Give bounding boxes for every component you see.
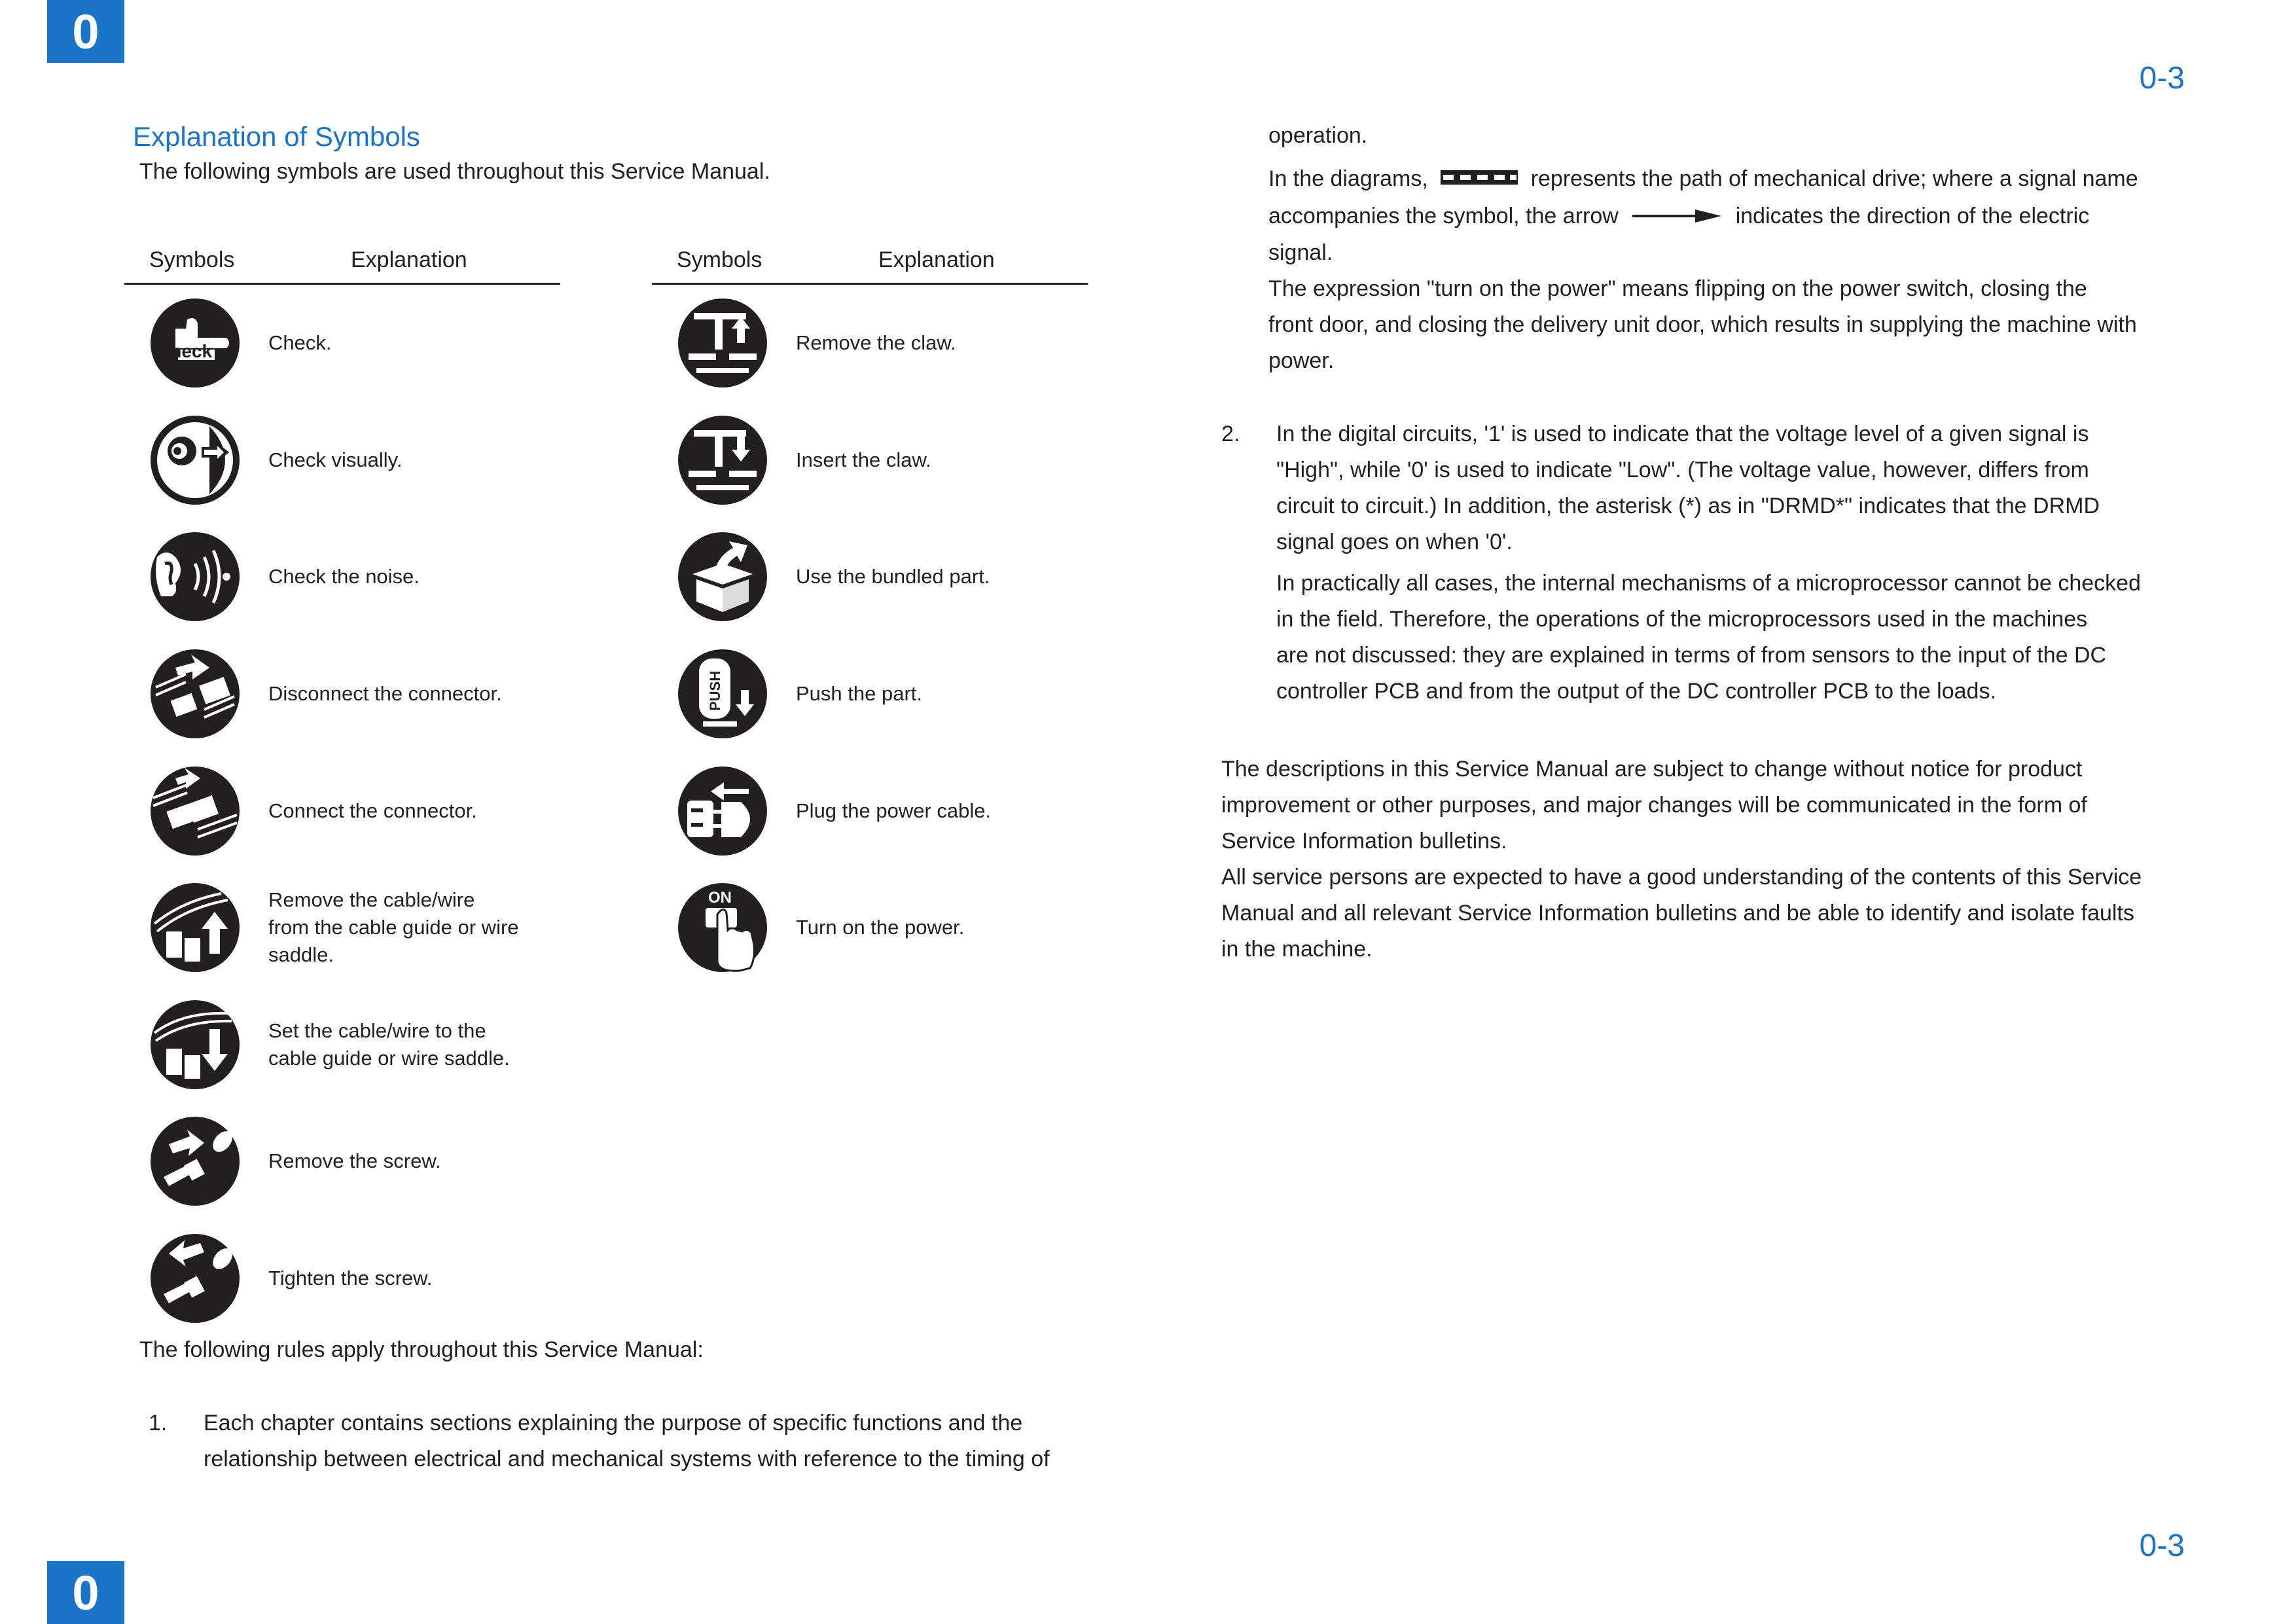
rule1-p2a: In the diagrams, (1268, 166, 1428, 191)
closing-line4: All service persons are expected to have a good understanding of the contents of this Service (1221, 865, 2142, 890)
section-title: Explanation of Symbols (133, 121, 420, 152)
closing-paragraph (1221, 751, 2203, 967)
rule1-p2d: indicates the direction of the electric (1735, 203, 2090, 228)
symbol-explanation: Set the cable/wire to the cable guide or wire saddle. (268, 1019, 510, 1070)
rule2-p2-line1: In practically all cases, the internal mechanisms of a microprocessor cannot be checked (1276, 571, 2141, 596)
insert-claw-icon (677, 414, 768, 506)
rules-intro: The following rules apply throughout this Service Manual: (139, 1337, 704, 1362)
symbol-explanation: Push the part. (796, 682, 923, 706)
intro-text: The following symbols are used throughout this Service Manual. (139, 159, 770, 184)
rule2-p2-line2: in the field. Therefore, the operations of the microprocessors used in the machines (1276, 607, 2088, 632)
rule2-line4: signal goes on when '0'. (1276, 530, 1513, 554)
closing-line1: The descriptions in this Service Manual are subject to change without notice for product (1221, 757, 2083, 782)
list-number: 2. (1221, 422, 1240, 446)
plug-power-icon (677, 765, 768, 857)
rule1-p3-line3: power. (1268, 348, 1335, 374)
symbol-row (124, 1220, 560, 1337)
symbol-explanation: Check visually. (268, 448, 403, 471)
symbol-row (124, 636, 560, 753)
rule2-p2-line4: controller PCB and from the output of the DC controller PCB to the loads. (1276, 679, 1996, 704)
tighten-screw-icon (149, 1233, 241, 1324)
closing-line6: in the machine. (1221, 937, 1372, 962)
rule1-diagram-paragraph (1268, 161, 2198, 379)
symbol-explanation: Check the noise. (268, 565, 420, 588)
list-number: 1. (149, 1411, 168, 1435)
eye-icon (149, 414, 241, 506)
table-header (652, 244, 1088, 285)
remove-screw-icon (149, 1115, 241, 1207)
bundled-part-icon (677, 531, 768, 623)
set-cable-icon (149, 999, 241, 1091)
rule1-line1: Each chapter contains sections explaining the purpose of specific functions and the (204, 1411, 1023, 1435)
check-icon-label: Check (157, 341, 213, 362)
symbol-row (652, 518, 1088, 636)
rule2-line1: In the digital circuits, '1' is used to indicate that the voltage level of a given signal is (1276, 422, 2089, 446)
chapter-tab[interactable]: 0 (47, 0, 124, 63)
rule1-p2c: accompanies the symbol, the arrow (1268, 203, 1619, 228)
closing-line5: Manual and all relevant Service Information bulletins and be able to identify and isolate faults (1221, 901, 2134, 926)
symbol-row (124, 752, 560, 869)
disconnect-connector-icon (149, 648, 241, 740)
remove-claw-icon (677, 297, 768, 389)
symbol-explanation: Remove the cable/wire from the cable guide or wire saddle. (268, 888, 519, 967)
symbol-table-left (124, 244, 560, 1337)
rule1-p3-line2: front door, and closing the delivery unit door, which results in supplying the machine with (1268, 312, 2137, 338)
rule1-arrow-line (1268, 198, 2198, 236)
rule2-p2-line3: are not discussed: they are explained in terms of from sensors to the input of the DC (1276, 643, 2107, 668)
page-number-bottom: 0-3 (2139, 1528, 2185, 1563)
header-symbols: Symbols (149, 247, 235, 272)
table-header (124, 244, 560, 285)
ear-noise-icon (149, 531, 241, 623)
rule1-p3-line1: The expression "turn on the power" means flipping on the power switch, closing the (1268, 276, 2087, 302)
symbol-row (652, 869, 1088, 986)
symbol-row (124, 869, 560, 986)
symbol-explanation: Remove the claw. (796, 331, 956, 355)
on-icon-label: ON (708, 889, 732, 907)
rule1-p2e: signal. (1268, 240, 1333, 266)
mechanical-drive-icon (1441, 162, 1518, 198)
symbol-table-right (652, 244, 1088, 986)
symbol-row (652, 285, 1088, 402)
power-on-icon (677, 882, 768, 973)
symbol-row (124, 986, 560, 1104)
symbol-row (124, 518, 560, 636)
header-explanation: Explanation (878, 247, 995, 272)
header-symbols: Symbols (677, 247, 762, 272)
rule1-line2: relationship between electrical and mechanical systems with reference to the timing of (204, 1447, 1050, 1471)
symbol-explanation: Check. (268, 331, 332, 355)
rule1-p2b: represents the path of mechanical drive; where a signal name (1530, 166, 2138, 191)
push-icon-label: PUSH (707, 670, 723, 712)
symbol-explanation: Plug the power cable. (796, 799, 992, 822)
header-explanation: Explanation (351, 247, 467, 272)
symbol-row (124, 402, 560, 519)
closing-line3: Service Information bulletins. (1221, 829, 1507, 854)
symbol-row (652, 752, 1088, 869)
remove-cable-icon (149, 882, 241, 973)
page-number: 0-3 (2139, 61, 2185, 96)
symbol-row (124, 285, 560, 402)
check-hand-icon (149, 297, 241, 389)
symbol-explanation: Connect the connector. (268, 799, 477, 822)
symbol-explanation: Use the bundled part. (796, 565, 990, 588)
rule1-line3: operation. (1268, 123, 1368, 148)
symbol-explanation: Insert the claw. (796, 448, 931, 471)
chapter-tab-bottom[interactable]: 0 (47, 1561, 124, 1624)
symbol-explanation: Tighten the screw. (268, 1267, 433, 1290)
rule2-line3: circuit to circuit.) In addition, the asterisk (*) as in "DRMD*" indicates that the DRMD (1276, 494, 2100, 518)
symbol-explanation: Disconnect the connector. (268, 682, 502, 706)
symbol-row (652, 636, 1088, 753)
symbol-explanation: Remove the screw. (268, 1149, 441, 1173)
signal-arrow-icon (1632, 199, 1721, 235)
connect-connector-icon (149, 765, 241, 857)
symbol-row (124, 1103, 560, 1220)
push-part-icon (677, 648, 768, 740)
symbol-explanation: Turn on the power. (796, 916, 965, 939)
rule2-line2: "High", while '0' is used to indicate "Low". (The voltage value, however, differs from (1276, 458, 2089, 482)
rule1-diagram-line (1268, 161, 2198, 198)
symbol-row (652, 402, 1088, 519)
closing-line2: improvement or other purposes, and major changes will be communicated in the form of (1221, 793, 2087, 818)
